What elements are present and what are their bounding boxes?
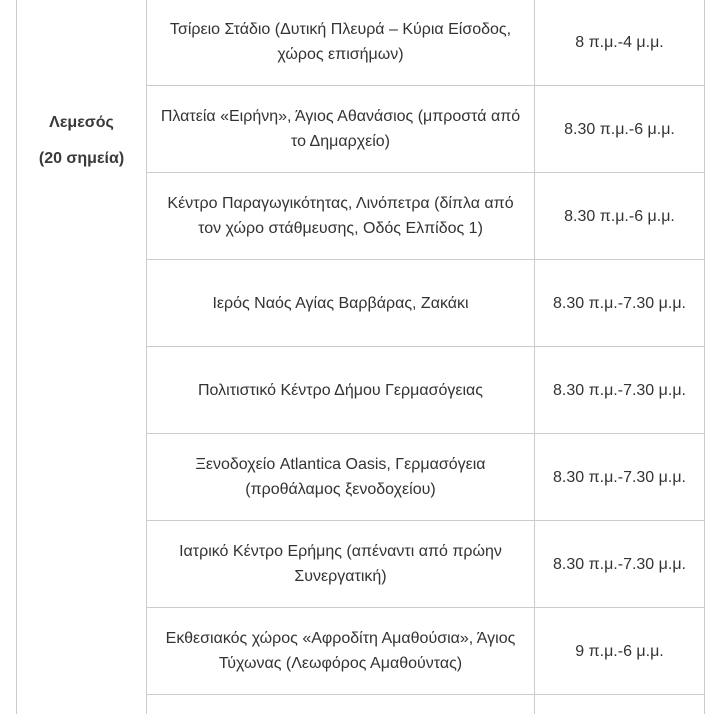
location-text: Ξενοδοχείο Atlantica Oasis, Γερμασόγεια (προθάλαμος ξενοδοχείου) <box>195 456 486 498</box>
hours-cell <box>535 86 705 173</box>
hours-text: 9 π.μ.-6 μ.μ. <box>575 642 664 660</box>
location-text: Κέντρο Παραγωγικότητας, Λινόπετρα (δίπλα από τον χώρο στάθμευσης, Οδός Ελπίδος 1) <box>167 195 514 237</box>
hours-cell <box>535 608 705 695</box>
district-cell <box>17 0 147 714</box>
hours-cell <box>535 521 705 608</box>
location-cell <box>147 173 535 260</box>
location-cell <box>147 608 535 695</box>
hours-cell <box>535 695 705 714</box>
hours-text: 8.30 π.μ.-6 μ.μ. <box>564 120 675 138</box>
location-cell <box>147 260 535 347</box>
vaccination-points-table <box>16 0 705 714</box>
district-count: (20 σημεία) <box>38 150 125 167</box>
location-text: Ιερός Ναός Αγίας Βαρβάρας, Ζακάκι <box>212 294 469 312</box>
location-text: Ιατρικό Κέντρο Ερήμης (απέναντι από πρώην Συνεργατική) <box>179 543 502 585</box>
table-body <box>17 0 705 714</box>
hours-cell <box>535 260 705 347</box>
location-text: Εκθεσιακός χώρος «Αφροδίτη Αμαθούσια», Άγιος Τύχωνας (Λεωφόρος Αμαθούντας) <box>165 630 516 672</box>
hours-cell <box>535 173 705 260</box>
location-text: Τσίρειο Στάδιο (Δυτική Πλευρά – Κύρια Είσοδος, χώρος επισήμων) <box>169 21 512 63</box>
location-cell <box>147 521 535 608</box>
hours-text: 8.30 π.μ.-7.30 μ.μ. <box>553 468 686 486</box>
hours-text: 8.30 π.μ.-7.30 μ.μ. <box>553 381 686 399</box>
location-cell <box>147 434 535 521</box>
location-text: Πολιτιστικό Κέντρο Δήμου Γερμασόγειας <box>198 381 483 399</box>
location-text: Πλατεία «Ειρήνη», Άγιος Αθανάσιος (μπροστά από το Δημαρχείο) <box>160 108 521 150</box>
district-name: Λεμεσός <box>49 114 114 131</box>
location-cell <box>147 347 535 434</box>
location-cell <box>147 86 535 173</box>
hours-cell <box>535 347 705 434</box>
location-cell <box>147 0 535 86</box>
hours-text: 8.30 π.μ.-7.30 μ.μ. <box>553 294 686 312</box>
hours-text: 8 π.μ.-4 μ.μ. <box>575 33 664 51</box>
table-row <box>17 0 705 86</box>
hours-text: 8.30 π.μ.-6 μ.μ. <box>564 207 675 225</box>
location-cell <box>147 695 535 714</box>
hours-cell <box>535 0 705 86</box>
hours-text: 8.30 π.μ.-7.30 μ.μ. <box>553 555 686 573</box>
hours-cell <box>535 434 705 521</box>
